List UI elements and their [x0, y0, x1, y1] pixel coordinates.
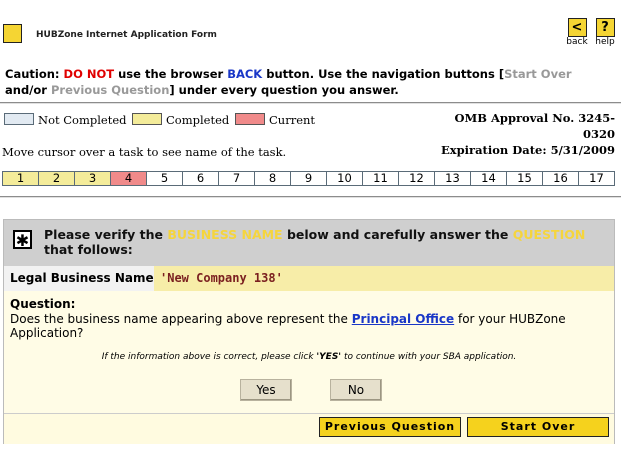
legend-completed: Completed [132, 113, 229, 127]
task-cell[interactable]: 15 [507, 172, 543, 185]
principal-office-link[interactable]: Principal Office [351, 312, 455, 326]
help-label: help [595, 37, 615, 47]
back-label: back [566, 37, 588, 47]
verify-prompt: Please verify the BUSINESS NAME below and carefully answer the QUESTION that follows: [44, 227, 586, 257]
task-cell[interactable]: 9 [291, 172, 327, 185]
panel-footer [4, 413, 614, 444]
start-over-button[interactable]: Start Over [467, 417, 609, 437]
task-progress-bar [2, 171, 615, 186]
task-cell[interactable]: 11 [363, 172, 399, 185]
task-cell[interactable]: 2 [39, 172, 75, 185]
divider [0, 102, 621, 104]
task-cell[interactable]: 8 [255, 172, 291, 185]
task-cell[interactable]: 10 [327, 172, 363, 185]
caution-message: Caution: DO NOT use the browser BACK button. Use the navigation buttons [Start Over and/or Previous Question] under every question you answer. [5, 67, 572, 97]
task-cell[interactable]: 6 [183, 172, 219, 185]
question-label: Question: [10, 297, 76, 311]
task-cell[interactable]: 7 [219, 172, 255, 185]
back-arrow-icon: < [568, 18, 587, 37]
task-cell[interactable]: 17 [579, 172, 614, 185]
task-cell[interactable]: 13 [435, 172, 471, 185]
legal-name-row [4, 266, 614, 291]
task-cell[interactable]: 12 [399, 172, 435, 185]
asterisk-icon: ✱ [13, 230, 32, 249]
help-button[interactable] [593, 18, 617, 47]
task-cell[interactable]: 4 [111, 172, 147, 185]
task-instructions: Move cursor over a task to see name of the task. [2, 145, 287, 159]
app-title: HUBZone Internet Application Form [36, 30, 217, 40]
app-logo-square [3, 24, 22, 43]
no-button[interactable]: No [330, 379, 382, 401]
omb-approval: OMB Approval No. 3245-0320 Expiration Date: 5/31/2009 [441, 111, 615, 157]
legal-name-value: 'New Company 138' [154, 266, 614, 291]
help-icon: ? [596, 18, 615, 37]
task-cell[interactable]: 14 [471, 172, 507, 185]
legend-swatch-not-completed [4, 113, 34, 125]
yes-button[interactable]: Yes [240, 379, 292, 401]
task-cell[interactable]: 5 [147, 172, 183, 185]
back-button[interactable] [565, 18, 589, 47]
previous-question-button[interactable]: Previous Question [319, 417, 461, 437]
legal-name-label: Legal Business Name [4, 266, 154, 291]
legend-swatch-completed [132, 113, 162, 125]
instruction-note: If the information above is correct, please click 'YES' to continue with your SBA application. [101, 352, 517, 362]
verification-panel [3, 219, 615, 444]
task-cell[interactable]: 16 [543, 172, 579, 185]
divider [0, 196, 621, 198]
panel-header [4, 220, 614, 266]
legend-not-completed: Not Completed [4, 113, 127, 127]
legend-swatch-current [235, 113, 265, 125]
legend-current: Current [235, 113, 315, 127]
task-cell[interactable]: 3 [75, 172, 111, 185]
question-text: Does the business name appearing above represent the Principal Office for your HUBZone Application? [10, 312, 566, 340]
task-cell[interactable]: 1 [3, 172, 39, 185]
